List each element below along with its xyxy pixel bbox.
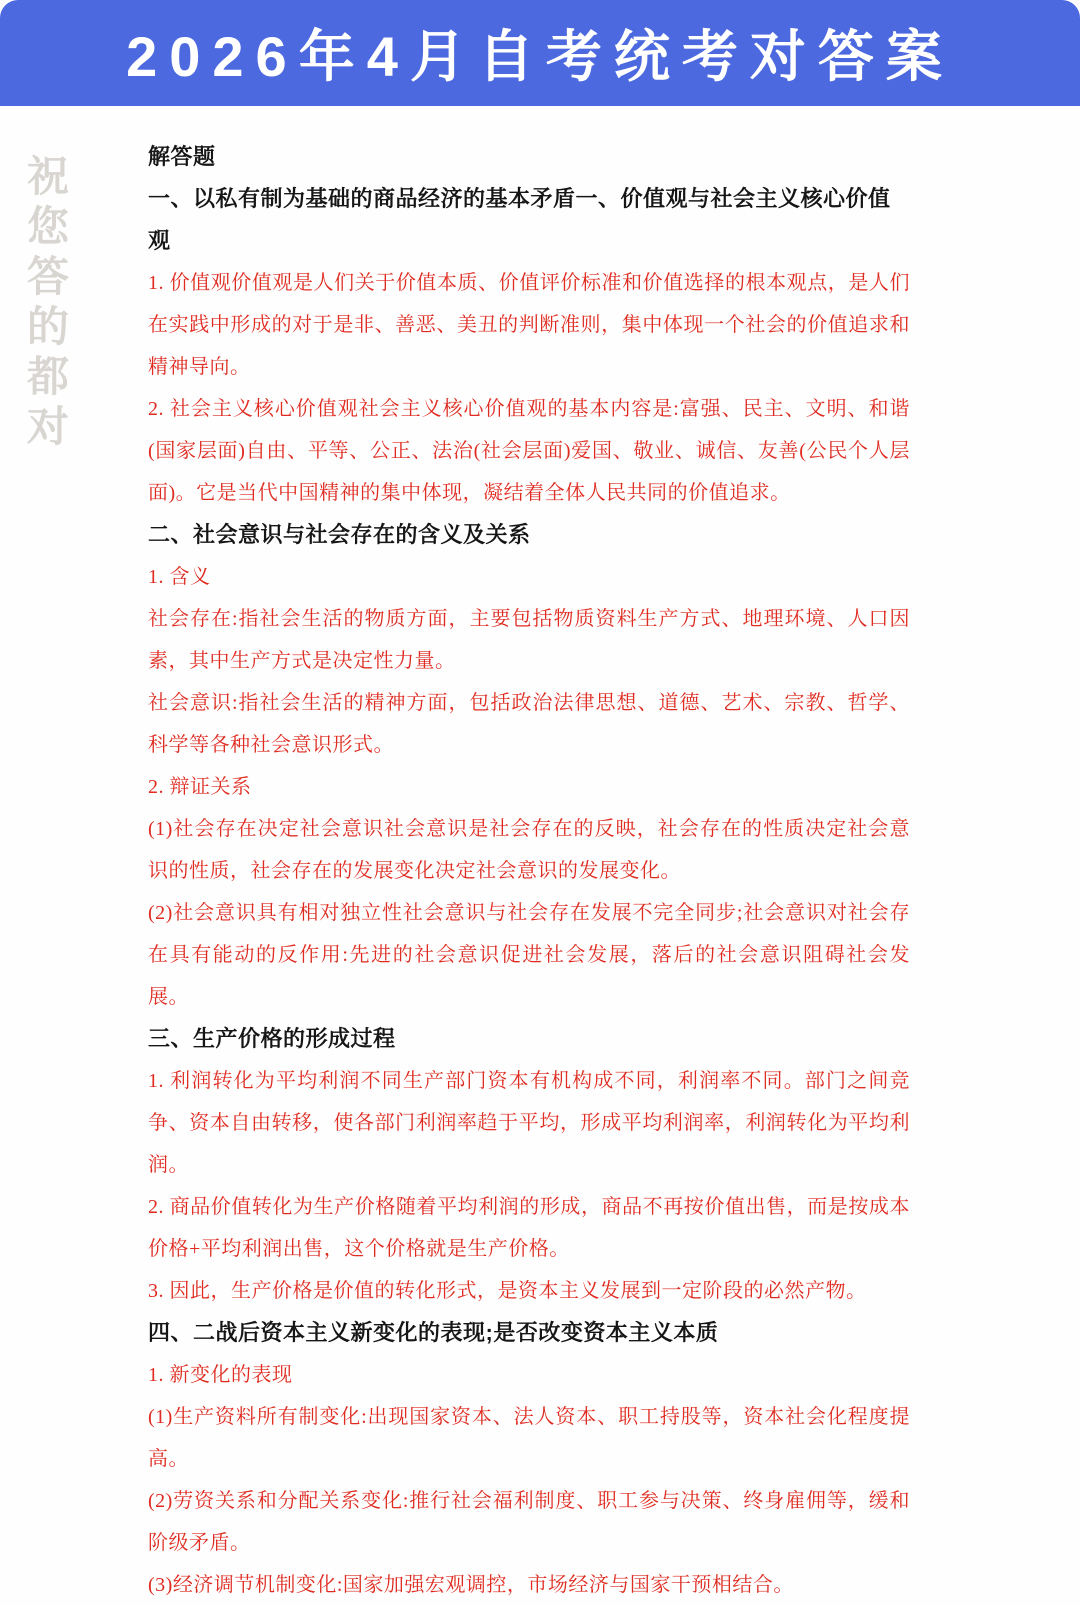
document-content [148,136,910,1606]
answer-paragraph: 2. 商品价值转化为生产价格随着平均利润的形成，商品不再按价值出售，而是按成本价格+平均利润出售，这个价格就是生产价格。 [148,1196,910,1260]
watermark-char: 都 [26,353,69,400]
question-heading: 四、二战后资本主义新变化的表现;是否改变资本主义本质 [148,1320,719,1345]
answer-paragraph: 社会存在:指社会生活的物质方面，主要包括物质资料生产方式、地理环境、人口因素，其中生产方式是决定性力量。 [148,608,910,672]
answer-paragraph: (2)劳资关系和分配关系变化:推行社会福利制度、职工参与决策、终身雇佣等，缓和阶级矛盾。 [148,1490,910,1554]
answer-blocks [148,178,910,1606]
answer-paragraph: (1)社会存在决定社会意识社会意识是社会存在的反映，社会存在的性质决定社会意识的性质，社会存在的发展变化决定社会意识的发展变化。 [148,818,910,882]
answer-paragraph: (2)社会意识具有相对独立性社会意识与社会存在发展不完全同步;社会意识对社会存在具有能动的反作用:先进的社会意识促进社会发展，落后的社会意识阻碍社会发展。 [148,902,910,1008]
watermark-char: 的 [26,303,69,350]
question-heading: 二、社会意识与社会存在的含义及关系 [148,522,531,547]
page-title: 2026年4月自考统考对答案 [126,25,954,88]
question-heading: 三、生产价格的形成过程 [148,1026,396,1051]
answer-paragraph: (3)经济调节机制变化:国家加强宏观调控，市场经济与国家干预相结合。 [148,1574,794,1596]
question-heading: 一、以私有制为基础的商品经济的基本矛盾一、价值观与社会主义核心价值观 [148,186,891,253]
answer-paragraph: 3. 因此，生产价格是价值的转化形式，是资本主义发展到一定阶段的必然产物。 [148,1280,867,1302]
watermark-char: 答 [26,253,69,300]
answer-paragraph: 2. 社会主义核心价值观社会主义核心价值观的基本内容是:富强、民主、文明、和谐(国家层面)自由、平等、公正、法治(社会层面)爱国、敬业、诚信、友善(公民个人层面)。它是当代中国精神的集中体现，凝结着全体人民共同的价值追求。 [148,398,910,504]
answer-paragraph: 1. 含义 [148,566,211,588]
watermark-char: 您 [26,203,69,250]
watermark-char: 对 [26,403,69,450]
side-watermark [24,152,72,452]
watermark-char: 祝 [26,153,69,200]
answer-paragraph: 1. 利润转化为平均利润不同生产部门资本有机构成不同，利润率不同。部门之间竞争、资本自由转移，使各部门利润率趋于平均，形成平均利润率，利润转化为平均利润。 [148,1070,910,1176]
answer-paragraph: (1)生产资料所有制变化:出现国家资本、法人资本、职工持股等，资本社会化程度提高。 [148,1406,910,1470]
section-title: 解答题 [148,144,216,169]
answer-paragraph: 1. 价值观价值观是人们关于价值本质、价值评价标准和价值选择的根本观点，是人们在实践中形成的对于是非、善恶、美丑的判断准则，集中体现一个社会的价值追求和精神导向。 [148,272,910,378]
answer-paragraph: 1. 新变化的表现 [148,1364,293,1386]
title-banner [0,0,1080,106]
answer-paragraph: 2. 辩证关系 [148,776,252,798]
answer-paragraph: 社会意识:指社会生活的精神方面，包括政治法律思想、道德、艺术、宗教、哲学、科学等各种社会意识形式。 [148,692,910,756]
